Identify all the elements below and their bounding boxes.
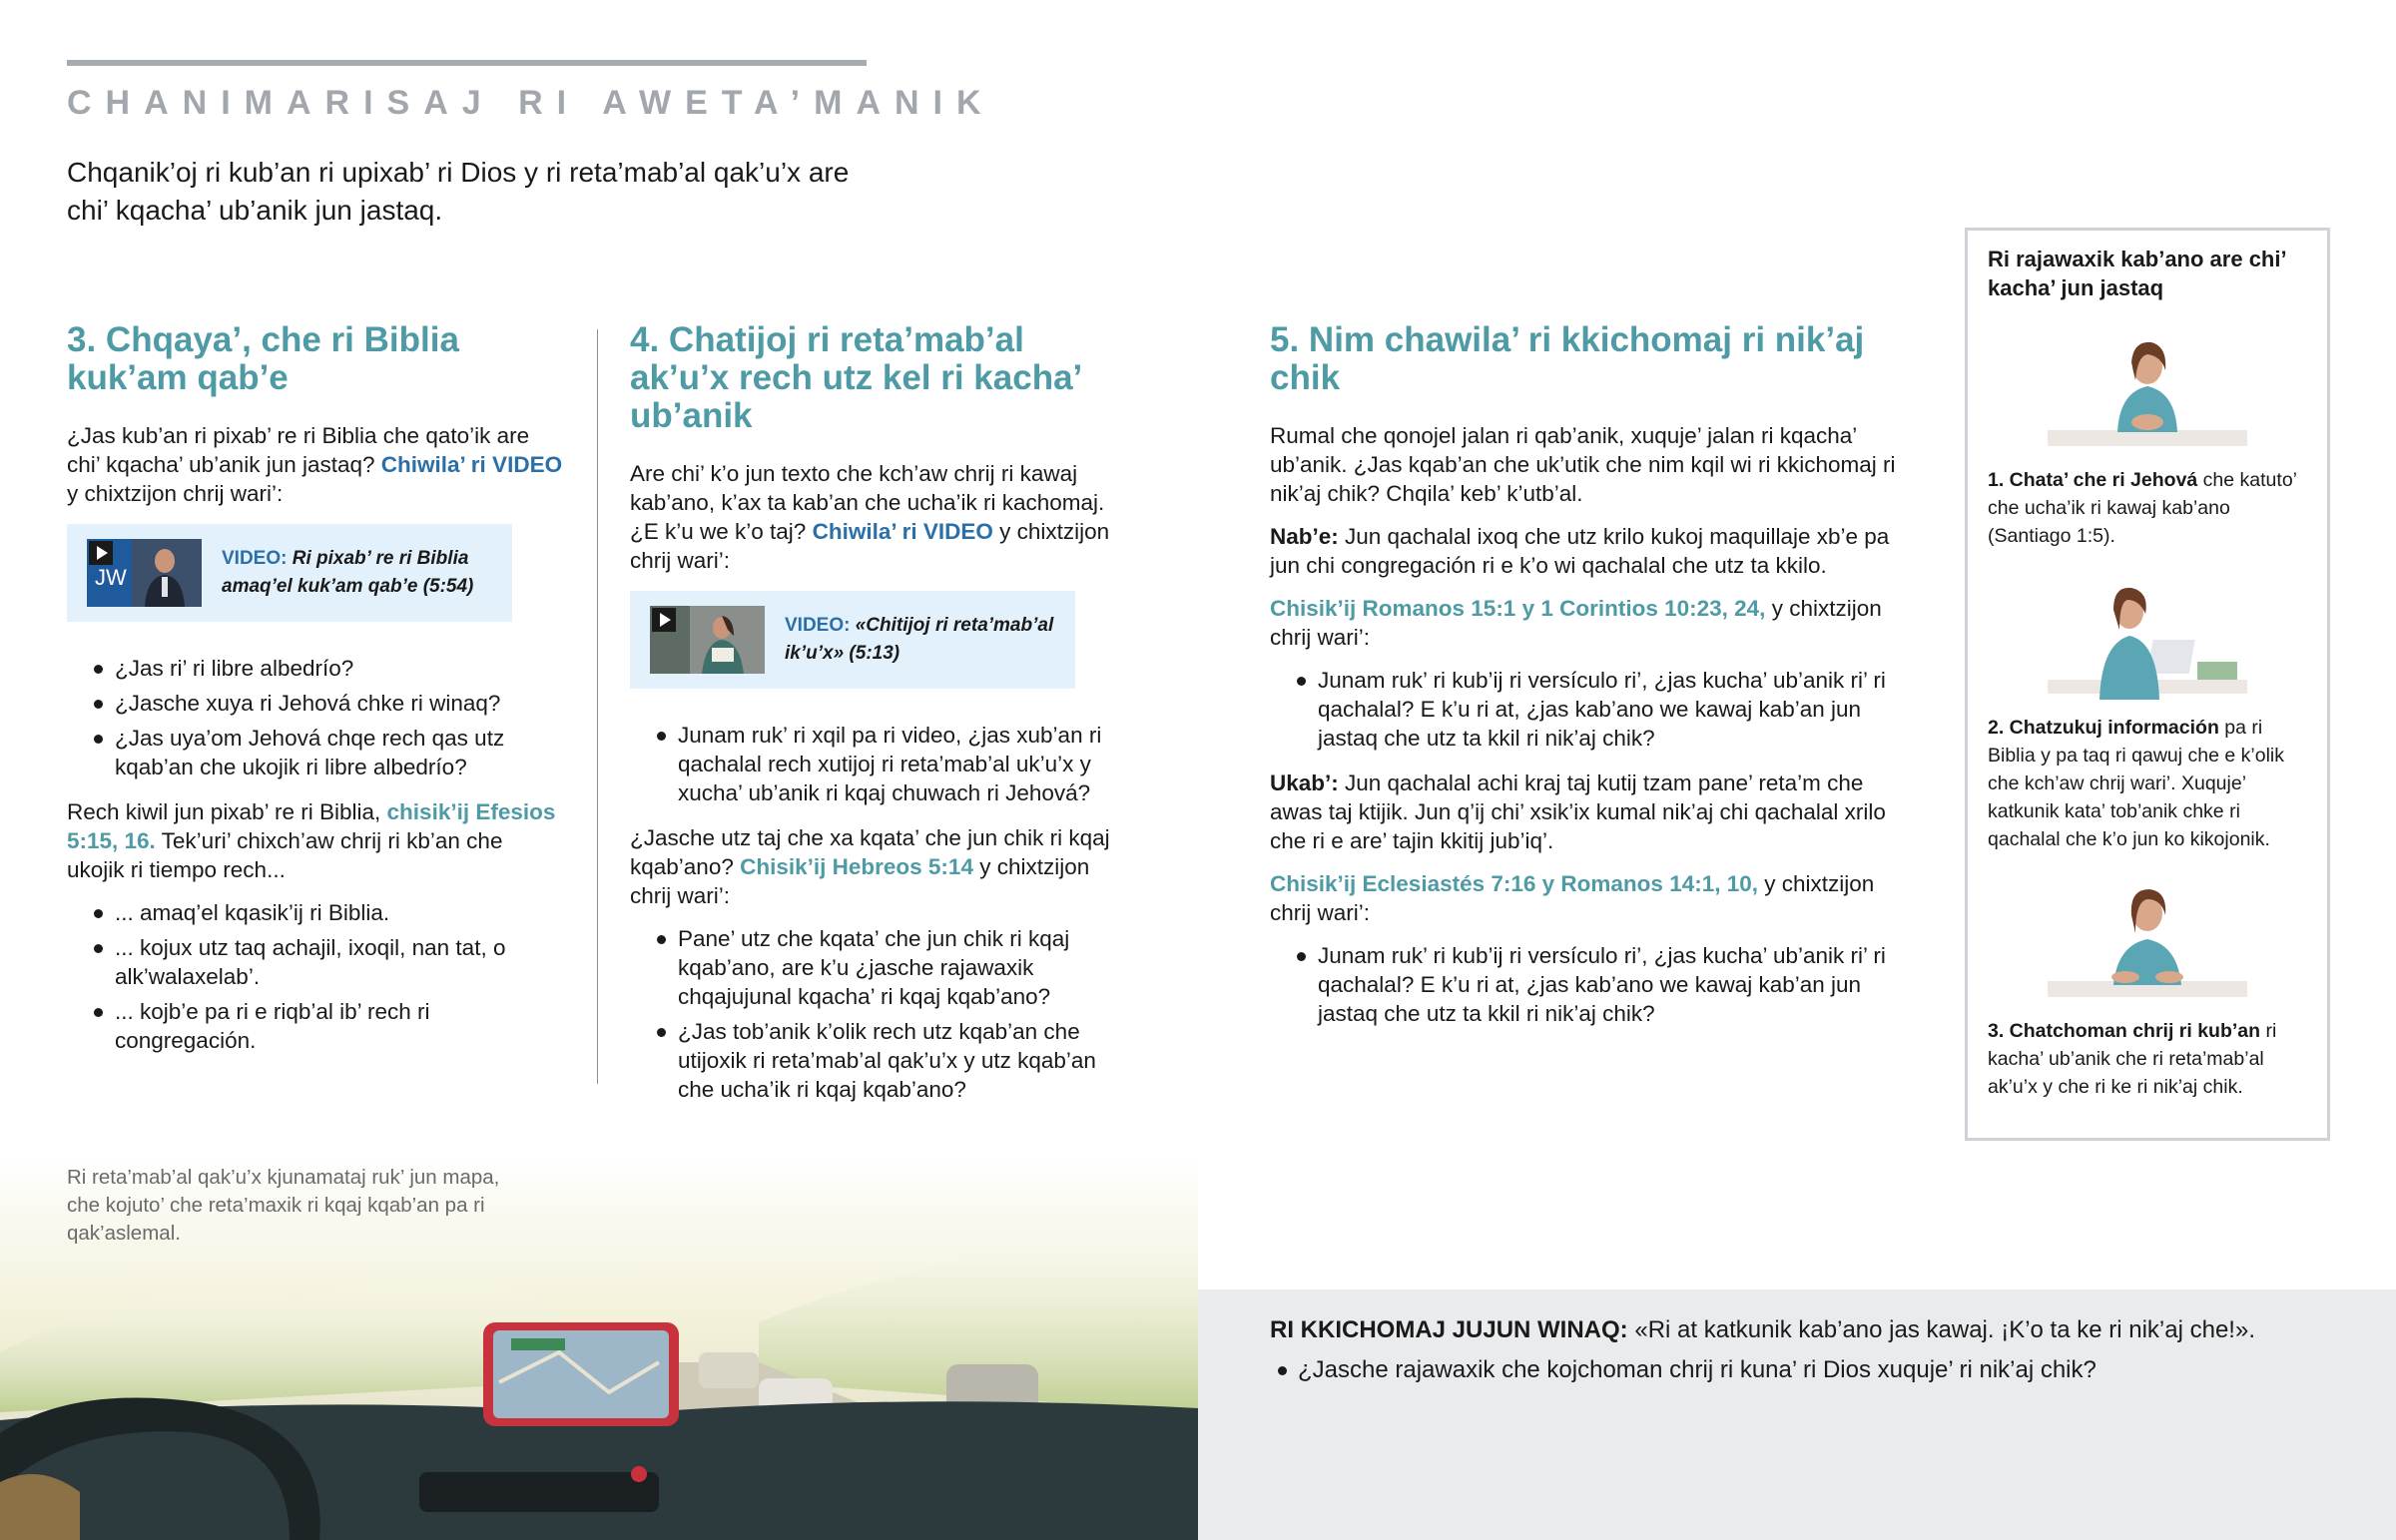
list-item: ¿Jas ri’ ri libre albedrío? xyxy=(67,654,566,683)
section-3-questions xyxy=(67,654,566,781)
reading-2: Chisik’ij Eclesiastés 7:16 y Romanos 14:1, 10, y chixtzijon chrij wari’: xyxy=(1270,871,1875,925)
image-caption: Ri reta’mab’al qak’u’x kjunamataj ruk’ jun mapa, che kojuto’ che reta’maxik ri kqaj kqab’an pa ri qak’aslemal. xyxy=(67,1166,500,1245)
praying-woman-illustration xyxy=(2048,322,2247,462)
section-4-points xyxy=(630,924,1129,1104)
list-item: ... amaq’el kqasik’ij ri Biblia. xyxy=(67,898,566,927)
section-4-title: 4. Chatijoj ri reta’mab’al ak’u’x rech utz kel ri kacha’ ub’anik xyxy=(630,320,1081,435)
lead-paragraph: Chqanik’oj ri kub’an ri upixab’ ri Dios y ri reta’mab’al qak’u’x are chi’ kqacha’ ub’anik jun jastaq. xyxy=(67,157,850,226)
example-2: Ukab’: Jun qachalal achi kraj taj kutij tzam pane’ reta’m che awas taj ktijik. Jun q’ij chi’ xsik’ix kumal nik’aj chi qachalal xrilo che ri e are’ tajin kkitij jub’iq’. xyxy=(1270,770,1886,853)
opinion-questions xyxy=(1270,1353,2324,1387)
video-thumbnail[interactable] xyxy=(87,539,202,607)
list-item: ¿Jasche rajawaxik che kojchoman chrij ri kuna’ ri Dios xuquje’ ri nik’aj chik? xyxy=(1270,1353,2324,1387)
section-3-title: 3. Chqaya’, che ri Biblia kuk’am qab’e xyxy=(67,320,459,397)
play-icon[interactable] xyxy=(652,608,676,632)
scripture-reference: chisik’ij Efesios 5:15, 16. xyxy=(67,799,556,853)
list-item: Junam ruk’ ri kub’ij ri versículo ri’, ¿jas kucha’ ub’anik ri’ ri qachalal? E k’u ri at, ¿jas kab’ano we kawaj kab’an jun jastaq che utz ta kkil ri nik’aj chik? xyxy=(1270,666,1909,753)
section-3-points xyxy=(67,898,566,1055)
section-4-questions xyxy=(630,721,1129,807)
section-kicker: CHANIMARISAJ RI AWETA’MANIK xyxy=(67,84,995,122)
reading-1: Chisik’ij Romanos 15:1 y 1 Corintios 10:23, 24, y chixtzijon chrij wari’: xyxy=(1270,596,1882,650)
section-5 xyxy=(1270,321,1909,1044)
section-4-intro: Are chi’ k’o jun texto che kch’aw chrij ri kawaj kab’ano, k’ax ta kab’an che ucha’ik ri kachomaj. ¿E k’u we k’o taj? Chiwila’ ri VIDEO y chixtzijon chrij wari’: xyxy=(630,461,1110,573)
section-5-title: 5. Nim chawila’ ri kkichomaj ri nik’aj chik xyxy=(1270,320,1865,397)
list-item: ¿Jas uya’om Jehová chqe rech qas utz kqab’an che ukojik ri libre albedrío? xyxy=(67,724,566,781)
section-4-paragraph: ¿Jasche utz taj che xa kqata’ che jun chik ri kqaj kqab’ano? Chisik’ij Hebreos 5:14 y chixtzijon chrij wari’: xyxy=(630,825,1110,908)
step-1: 1. Chata’ che ri Jehová che katuto’ che ucha’ik ri kawaj kab’ano (Santiago 1:5). xyxy=(1988,469,2297,547)
section-3 xyxy=(67,321,566,1071)
section-3-intro: ¿Jas kub’an ri pixab’ re ri Biblia che qato’ik are chi’ kqacha’ ub’anik jun jastaq? Chiwila’ ri VIDEO y chixtzijon chrij wari’: xyxy=(67,423,563,506)
list-item: Junam ruk’ ri xqil pa ri video, ¿jas xub’an ri qachalal rech xutijoj ri reta’mab’al uk’u’x y xucha’ ub’anik ri kqaj chuwach ri Jehová? xyxy=(630,721,1129,807)
step-3: 3. Chatchoman chrij ri kub’an ri kacha’ ub’anik che ri reta’mab’al ak’u’x y che ri ke ri nik’aj chik. xyxy=(1988,1020,2277,1098)
section-3-paragraph: Rech kiwil jun pixab’ re ri Biblia, chisik’ij Efesios 5:15, 16. Tek’uri’ chixch’aw chrij ri kb’an che ukojik ri tiempo rech... xyxy=(67,799,556,882)
example-2-questions xyxy=(1270,941,1909,1028)
sidebar-title: Ri rajawaxik kab’ano are chi’ kacha’ jun jastaq xyxy=(1988,247,2286,300)
list-item: ... kojb’e pa ri e riqb’al ib’ rech ri congregación. xyxy=(67,997,566,1055)
list-item: Pane’ utz che kqata’ che jun chik ri kqaj kqab’ano, are k’u ¿jasche rajawaxik chqajujunal kqacha’ ri kqaj kqab’ano? xyxy=(630,924,1129,1011)
list-item: ... kojux utz taq achajil, ixoqil, nan tat, o alk’walaxelab’. xyxy=(67,933,566,991)
researching-woman-illustration xyxy=(2048,570,2247,710)
list-item: ¿Jas tob’anik k’olik rech utz kqab’an che utijoxik ri reta’mab’al qak’u’x y utz kqab’an che ucha’ik ri kqaj kqab’ano? xyxy=(630,1017,1129,1104)
scripture-reference: Chisik’ij Hebreos 5:14 xyxy=(740,854,973,879)
example-1: Nab’e: Jun qachalal ixoq che utz krilo kukoj maquillaje xb’e pa jun chi congregación ri e k’o wi qachalal che utz ta kkilo. xyxy=(1270,524,1890,578)
opinion-box xyxy=(1198,1289,2396,1540)
scripture-reference: Chisik’ij Eclesiastés 7:16 y Romanos 14:1, 10, xyxy=(1270,871,1759,896)
play-icon[interactable] xyxy=(89,541,113,565)
scripture-reference: Chisik’ij Romanos 15:1 y 1 Corintios 10:23, 24, xyxy=(1270,596,1766,621)
list-item: Junam ruk’ ri kub’ij ri versículo ri’, ¿jas kucha’ ub’anik ri’ ri qachalal? E k’u ri at, ¿jas kab’ano we kawaj kab’an jun jastaq che utz ta kkil ri nik’aj chik? xyxy=(1270,941,1909,1028)
video-card[interactable] xyxy=(67,524,512,622)
example-1-questions xyxy=(1270,666,1909,753)
video-caption: VIDEO: «Chitijoj ri reta’mab’al ik’u’x» (5:13) xyxy=(785,615,1054,664)
header-rule xyxy=(67,60,867,66)
steps-sidebar xyxy=(1965,228,2330,1141)
watch-video-link[interactable]: Chiwila’ ri VIDEO xyxy=(380,452,563,477)
section-5-intro: Rumal che qonojel jalan ri qab’anik, xuquje’ jalan ri kqacha’ ub’anik. ¿Jas kqab’an che uk’utik che nim kqil wi ri kkichomaj ri nik’aj chik? Chqila’ keb’ k’utb’al. xyxy=(1270,423,1896,506)
video-thumbnail[interactable] xyxy=(650,606,765,674)
video-card[interactable] xyxy=(630,591,1075,689)
section-4 xyxy=(630,321,1129,1120)
watch-video-link[interactable]: Chiwila’ ri VIDEO xyxy=(812,519,993,544)
step-2: 2. Chatzukuj información pa ri Biblia y pa taq ri qawuj che e k’olik che kch’aw chrij wari’. Xuquje’ katkunik kata’ tob’anik chke ri qachalal che k’o jun ko kikojonik. xyxy=(1988,717,2284,850)
video-caption: VIDEO: Ri pixab’ re ri Biblia amaq’el kuk’am qab’e (5:54) xyxy=(222,548,474,597)
svg-text:JW: JW xyxy=(95,565,127,590)
list-item: ¿Jasche xuya ri Jehová chke ri winaq? xyxy=(67,689,566,718)
column-divider xyxy=(597,329,598,1084)
opinion-statement: RI KKICHOMAJ JUJUN WINAQ: «Ri at katkunik kab’ano jas kawaj. ¡K’o ta ke ri nik’aj che!». xyxy=(1270,1316,2255,1343)
thinking-woman-illustration xyxy=(2048,873,2247,1013)
